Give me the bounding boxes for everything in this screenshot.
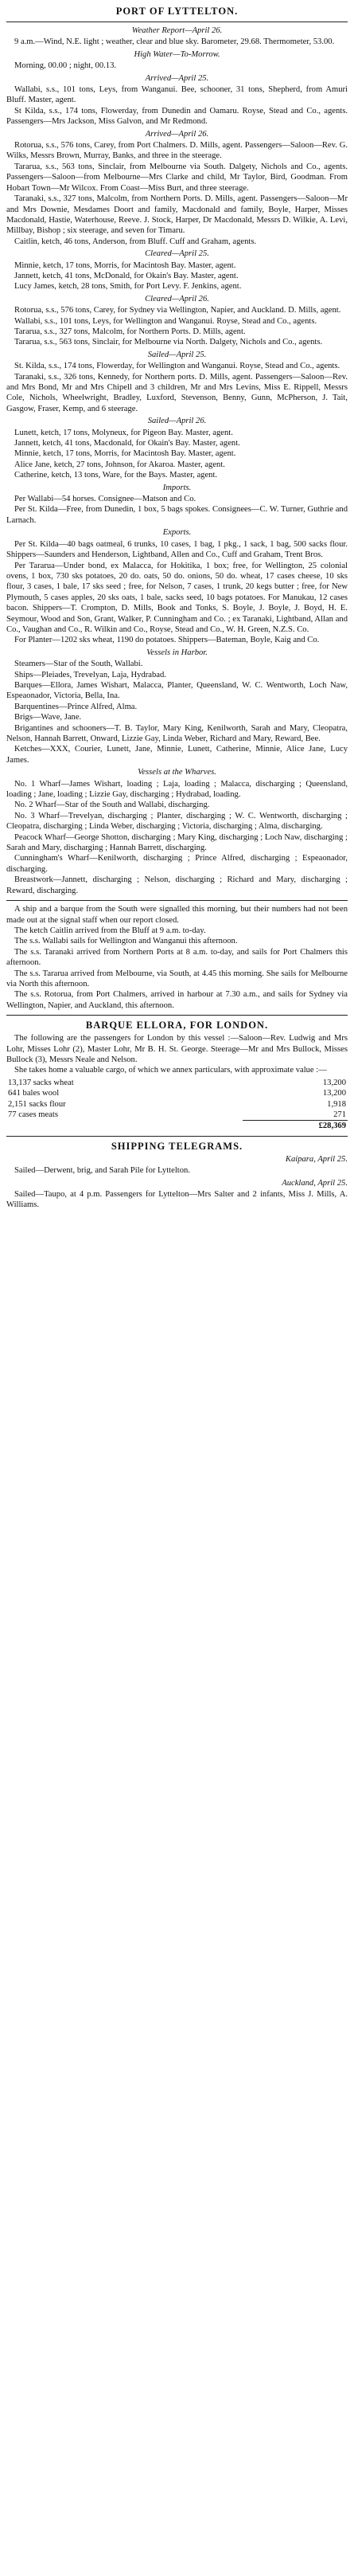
note-entry: The s.s. Taranaki arrived from Northern Ports at 8 a.m. to-day, and sails for Port Chalmers this afternoon. (6, 947, 348, 968)
water-text: Morning, 00.00 ; night, 00.13. (14, 61, 117, 71)
sailed-entry: Lunett, ketch, 17 tons, Molyneux, for Pigeon Bay. Master, agent. (14, 428, 233, 437)
weather-heading: Weather Report—April 26. (131, 26, 223, 35)
import-entry: Per Wallabi—54 horses. Consignee—Matson and Co. (14, 495, 196, 504)
telegram-place: Kaipara, April 25. (285, 1154, 348, 1164)
vessel-entry: Brigs—Wave, Jane. (14, 713, 82, 722)
note-entry: The ketch Caitlin arrived from the Bluff at 9 a.m. to-day. (14, 926, 206, 935)
vessel-entry: Brigantines and schooners—T. B. Taylor, Mary King, Kenilworth, Sarah and Mary, Cleopatra, Nelson, Hannah Barrett, Onward, Lizzie Gay, Linda Weber, Richard and Mary, Reward, Bee. (6, 723, 348, 743)
vessel-entry: Barquentines—Prince Alfred, Alma. (14, 702, 138, 711)
vessel-entry: Ketches—XXX, Courier, Lunett, Jane, Minnie, Lunett, Catherine, Minnie, Alice Jane, Lucy James. (6, 745, 348, 765)
cargo-value: 1,918 (327, 1099, 346, 1109)
wharf-entry: No. 3 Wharf—Trevelyan, discharging ; Planter, discharging ; W. C. Wentworth, discharging ; Cleopatra, discharging ; Linda Weber, discharging ; Victoria, discharging ; Alma, discharging. (6, 811, 348, 832)
wharf-entry: No. 2 Wharf—Star of the South and Wallabi, discharging. (14, 801, 210, 810)
sailed-entry: St. Kilda, s.s., 174 tons, Flowerday, for Wellington and Wanganui. Royse, Stead and Co., agents. (14, 362, 340, 371)
cleared-entry: Jannett, ketch, 41 tons, McDonald, for Okain's Bay. Master, agent. (14, 271, 239, 280)
cargo-item: 2,151 sacks flour (8, 1099, 66, 1109)
cargo-value: 271 (333, 1110, 346, 1119)
barque-text-2: She takes home a valuable cargo, of which we annex particulars, with approximate value :— (14, 1066, 327, 1075)
arrival-entry: Wallabi, s.s., 101 tons, Leys, from Wanganui. Bee, schooner, 31 tons, Shepherd, from Amuri Bluff. Master, agent. (6, 85, 348, 105)
telegram-text: Sailed—Derwent, brig, and Sarah Pile for Lyttelton. (14, 1166, 190, 1176)
arrival-entry: Tararua, s.s., 563 tons, Sinclair, from Melbourne via South. Dalgety, Nichols and Co., agents. Passengers—Saloon—from Melbourne—Mrs Clarke and child, Mr Taylor, Bird, Goodman. From Hobart Town—Mr Wilcox. From Coast—Miss Burt, and three steerage. (6, 162, 348, 193)
cargo-row (6, 1099, 348, 1110)
barque-heading: BARQUE ELLORA, FOR LONDON. (85, 1020, 269, 1032)
sailed-entry: Minnie, ketch, 17 tons, Morris, for Macintosh Bay. Master, agent. (14, 449, 236, 459)
telegram-place: Auckland, April 25. (282, 1178, 348, 1188)
sailed-entry: Taranaki, s.s., 326 tons, Kennedy, for Northern ports. D. Mills, agent. Passengers—Saloon—Rev. and Mrs Bond, Mr and Mrs Chipell and 3 children, Mr and Mrs Levins, Miss E. Rippell, Messrs Cole, Nichols, Wheelwright, Bradley, Luxford, Stevenson, Benny, Gunn, McPherson, J. Tait, Gasgow, Fraser, Kemp, and 6 steerage. (6, 372, 348, 413)
sailed-apr25-heading: Sailed—April 25. (147, 350, 207, 359)
barque-text: The following are the passengers for London by this vessel :—Saloon—Rev. Ludwig and Mrs Lohr, Misses Lohr (2), Master Lohr, Mr B. H. St. George. Steerage—Mr and Mrs Bullock, Misses Bullock (3), Messrs Neale and Nelson. (6, 1034, 348, 1064)
wharf-entry: Breastwork—Jannett, discharging ; Nelson, discharging ; Richard and Mary, discharging ; Reward, discharging. (6, 875, 348, 895)
cleared-entry: Minnie, ketch, 17 tons, Morris, for Macintosh Bay. Master, agent. (14, 260, 236, 270)
imports-heading: Imports. (162, 483, 192, 492)
sailed-entry: Jannett, ketch, 41 tons, Macdonald, for Okain's Bay. Master, agent. (14, 439, 240, 448)
exports-heading: Exports. (162, 528, 192, 538)
cargo-value: 13,200 (322, 1089, 346, 1098)
sailed-entry: Catherine, ketch, 13 tons, Ware, for the Bays. Master, agent. (14, 471, 218, 480)
water-heading: High Water—To-Morrow. (134, 49, 220, 59)
import-entry: Per St. Kilda—Free, from Dunedin, 1 box, 5 bags spokes. Consignees—C. W. Turner, Guthrie and Larnach. (6, 505, 348, 525)
cargo-table (6, 1078, 348, 1132)
cargo-total: £28,369 (243, 1121, 348, 1132)
vessel-entry: Ships—Pleiades, Trevelyan, Laja, Hydrabad. (14, 670, 166, 679)
sailed-entry: Alice Jane, ketch, 27 tons, Johnson, for Akaroa. Master, agent. (14, 460, 225, 469)
note-entry: The s.s. Tararua arrived from Melbourne, via South, at 4.45 this morning. She sails for Melbourne via North this afternoon. (6, 969, 348, 989)
cleared-apr26-heading: Cleared—April 26. (145, 294, 209, 303)
telegrams-heading: SHIPPING TELEGRAMS. (111, 1140, 243, 1152)
arrival-entry: Caitlin, ketch, 46 tons, Anderson, from Bluff. Cuff and Graham, agents. (14, 237, 257, 246)
arrived-apr26-heading: Arrived—April 26. (145, 129, 209, 139)
export-entry: For Planter—1202 sks wheat, 1190 do potatoes. Shippers—Bateman, Boyle, Kaig and Co. (14, 636, 320, 645)
vessel-entry: Steamers—Star of the South, Wallabi. (14, 660, 143, 669)
export-entry: Per St. Kilda—40 bags oatmeal, 6 trunks, 10 cases, 1 bag, 1 pkg., 1 sack, 1 bag, 500 sacks flour. Shippers—Saunders and Henderson, Lightband, Allen and Co., Cuff and Graham, Trent Bros. (6, 539, 348, 560)
arrival-entry: Taranaki, s.s., 327 tons, Malcolm, from Northern Ports. D. Mills, agent. Passengers—Saloon—Mr and Mrs Downie, Mesdames Doort and family, Macdonald and family, Boyle, Harper, Misses Macdonald, Hastie, Waterhouse, Reeve. J. Stock, Harper, Dr Macdonald, Messrs D. Wilkie, A. Levi, Millbay, Bishop ; six steerage, and seven for Timaru. (6, 194, 348, 236)
note-entry: A ship and a barque from the South were signalled this morning, but their numbers had not been made out at the signal staff when our report closed. (6, 905, 348, 925)
cargo-item: 13,137 sacks wheat (8, 1078, 74, 1087)
arrival-entry: St Kilda, s.s., 174 tons, Flowerday, from Dunedin and Oamaru. Royse, Stead and Co., agents. Passengers—Mrs Jackson, Miss Galvon, and Mr Redmond. (6, 106, 348, 127)
wharf-entry: Peacock Wharf—George Shotton, discharging ; Mary King, discharging ; Loch Naw, discharging ; Sarah and Mary, discharging ; Hannah Barrett, discharging. (6, 832, 348, 853)
arrival-entry: Rotorua, s.s., 576 tons, Carey, from Port Chalmers. D. Mills, agent. Passengers—Saloon—Rev. G. Wilks, Messrs Brown, Murray, Banks, and three in the steerage. (6, 141, 348, 161)
page-title: PORT OF LYTTELTON. (115, 6, 239, 17)
cargo-row (6, 1110, 348, 1121)
wharf-entry: No. 1 Wharf—James Wishart, loading ; Laja, loading ; Malacca, discharging ; Queensland, loading ; Jane, loading ; Lizzie Gay, discharging ; Hydrabad, loading. (6, 779, 348, 800)
cargo-value: 13,200 (322, 1078, 346, 1087)
export-entry: Per Tararua—Under bond, ex Malacca, for Hokitika, 1 box; free, for Wellington, 25 colonial ovens, 1 box, 730 sks potatoes, 20 do. oats, 50 do. onions, 50 do. wheat, 17 cases cheese, 10 sks flour, 3 cases, 1 bale, 17 sks seed ; free, for Nelson, 7 cases, 1 trunk, 20 kegs butter ; free, for New Plymouth, 5 cases apples, 20 sks oats, 1 bale, sacks seed, 10 bags potatoes. For Manukau, 12 cases bacon. Shippers—T. Crompton, D. Mills, Book and Tonks, S. Boyle, J. Boyle, J. Boyd, H. E. Seymour, Wood and Son, Grant, Walker, P. Cunningham and Co. ; ex Taranaki, Lightband, Allan and Co., Vaughan and Co., R. Wilkin and Co., Royse, Stead and Co., W. H. Green, N.Z.S. Co. (6, 561, 348, 634)
divider (6, 1015, 348, 1016)
cargo-item: 77 cases meats (8, 1110, 58, 1120)
weather-text: 9 a.m.—Wind, N.E. light ; weather, clear and blue sky. Barometer, 29.68. Thermometer, 53.00. (14, 37, 335, 47)
cargo-item: 641 bales wool (8, 1089, 60, 1098)
note-entry: The s.s. Rotorua, from Port Chalmers, arrived in harbour at 7.30 a.m., and sails for Sydney via Wellington, Napier, and Auckland, this afternoon. (6, 990, 348, 1010)
cargo-total-row (6, 1121, 348, 1132)
cleared-entry: Tararua, s.s., 327 tons, Malcolm, for Northern Ports. D. Mills, agent. (14, 327, 246, 336)
sailed-apr26-heading: Sailed—April 26. (147, 417, 207, 426)
wharf-entry: Cunningham's Wharf—Kenilworth, discharging ; Prince Alfred, discharging ; Espeaonador, discharging. (6, 854, 348, 874)
cleared-entry: Rotorua, s.s., 576 tons, Carey, for Sydney via Wellington, Napier, and Auckland. D. Mills, agent. (14, 306, 341, 315)
divider (6, 900, 348, 901)
cargo-row (6, 1078, 348, 1088)
cleared-entry: Tararua, s.s., 563 tons, Sinclair, for Melbourne via North. Dalgety, Nichols and Co., agents. (14, 338, 323, 347)
telegram-text: Sailed—Taupo, at 4 p.m. Passengers for Lyttelton—Mrs Salter and 2 infants, Miss J. Mills, A. Williams. (6, 1190, 348, 1210)
vessels-wharves-heading: Vessels at the Wharves. (138, 768, 216, 777)
cleared-entry: Wallabi, s.s., 101 tons, Leys, for Wellington and Wanganui. Royse, Stead and Co., agents. (14, 316, 317, 326)
cleared-entry: Lucy James, ketch, 28 tons, Smith, for Port Levy. F. Jenkins, agent. (14, 282, 242, 292)
vessels-harbor-heading: Vessels in Harbor. (146, 648, 208, 657)
divider (6, 1136, 348, 1137)
cargo-row (6, 1088, 348, 1098)
note-entry: The s.s. Wallabi sails for Wellington and Wanganui this afternoon. (14, 937, 238, 946)
cleared-apr25-heading: Cleared—April 25. (145, 249, 209, 259)
vessel-entry: Barques—Ellora, James Wishart, Malacca, Planter, Queensland, W. C. Wentworth, Loch Naw, Espeaonador, Victoria, Bella, Ina. (6, 680, 348, 701)
arrived-apr25-heading: Arrived—April 25. (145, 73, 209, 83)
